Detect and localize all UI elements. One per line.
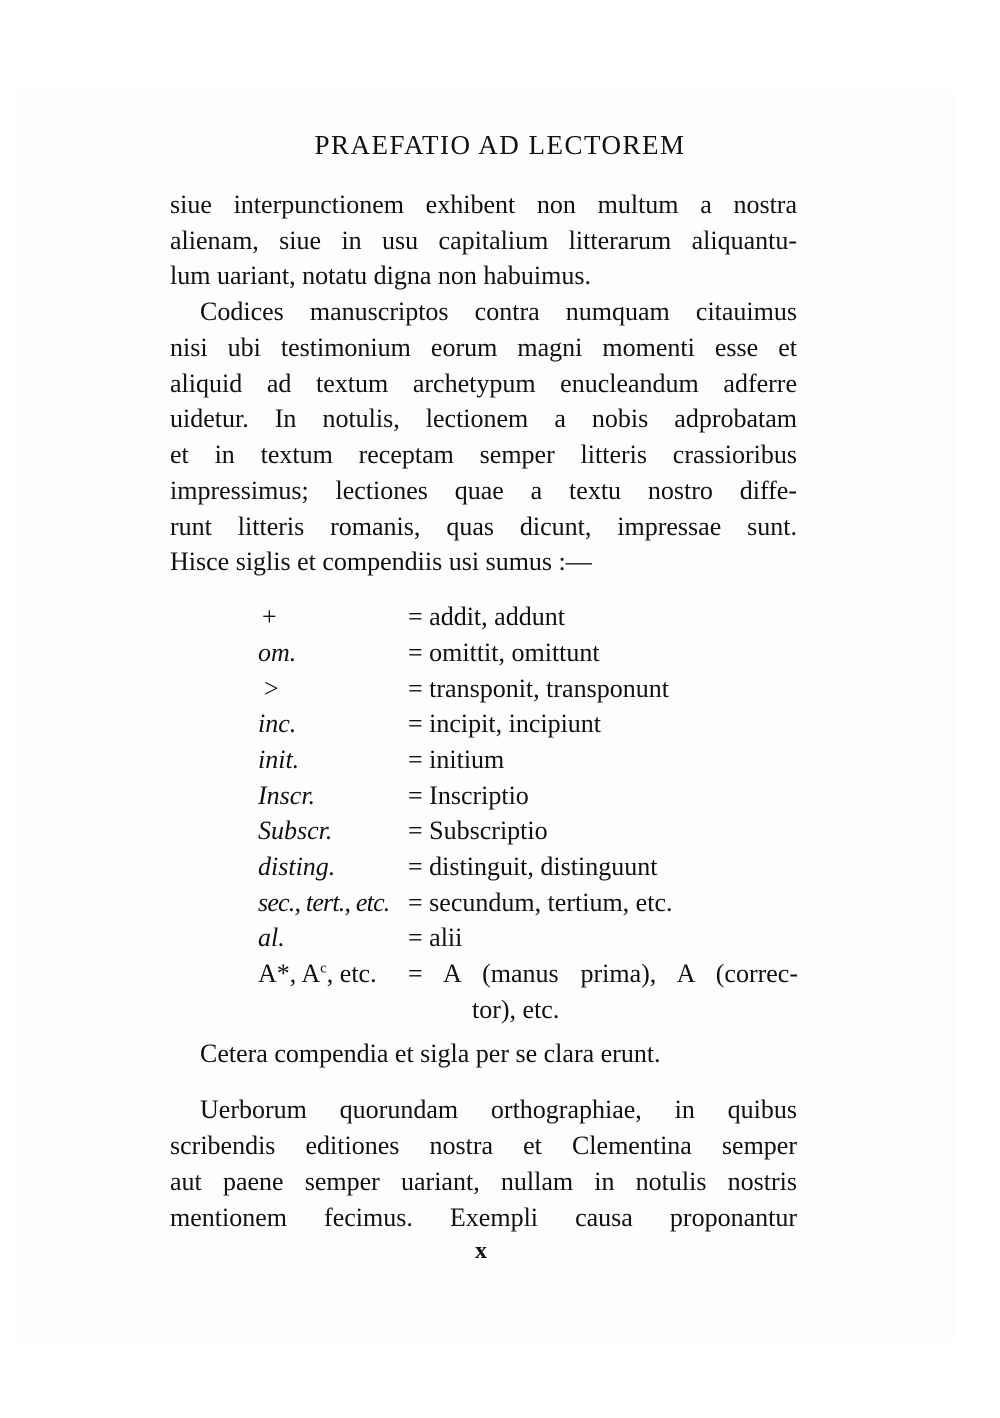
text-line: mentionem fecimus. Exempli causa proponantur <box>170 1203 797 1232</box>
text-line: Uerborum quorundam orthographiae, in quibus <box>200 1095 797 1124</box>
text-line: impressimus; lectiones quae a textu nostro diffe- <box>170 476 797 505</box>
siglum: Inscr. <box>258 781 316 810</box>
siglum: sec., tert., etc. <box>258 888 390 917</box>
siglum-meaning: = alii <box>408 923 463 952</box>
siglum: > <box>264 674 279 703</box>
siglum: al. <box>258 923 285 952</box>
sigla-row <box>258 956 798 992</box>
text-line: uidetur. In notulis, lectionem a nobis adprobatam <box>170 404 797 433</box>
text-line: aliquid ad textum archetypum enucleandum adferre <box>170 369 797 398</box>
siglum: om. <box>258 638 297 667</box>
text-line: alienam, siue in usu capitalium litterarum aliquantu- <box>170 226 797 255</box>
text-line: lum uariant, notatu digna non habuimus. <box>170 261 591 290</box>
siglum: disting. <box>258 852 336 881</box>
siglum <box>258 956 377 992</box>
text-line: Cetera compendia et sigla per se clara erunt. <box>200 1039 661 1068</box>
text-line: siue interpunctionem exhibent non multum a nostra <box>170 190 797 219</box>
siglum-meaning: = omittit, omittunt <box>408 638 600 667</box>
siglum-meaning: = initium <box>408 745 505 774</box>
text-line: Hisce siglis et compendiis usi sumus :— <box>170 547 592 576</box>
text-line: aut paene semper uariant, nullam in notulis nostris <box>170 1167 797 1196</box>
text-line: runt litteris romanis, quas dicunt, impressae sunt. <box>170 512 797 541</box>
siglum-meaning: = secundum, tertium, etc. <box>408 888 673 917</box>
siglum-meaning: = Inscriptio <box>408 781 529 810</box>
text-line: nisi ubi testimonium eorum magni momenti esse et <box>170 333 797 362</box>
sigla-row-continuation: tor), etc. <box>472 995 560 1024</box>
siglum: inc. <box>258 709 297 738</box>
siglum-meaning: = transponit, transponunt <box>408 674 669 703</box>
siglum-part: , etc. <box>326 959 377 988</box>
siglum-meaning: = addit, addunt <box>408 602 565 631</box>
siglum-meaning: = incipit, incipiunt <box>408 709 602 738</box>
text-line: scribendis editiones nostra et Clementina semper <box>170 1131 797 1160</box>
siglum: Subscr. <box>258 816 333 845</box>
siglum-superscript: c <box>320 960 327 977</box>
siglum: init. <box>258 745 300 774</box>
text-line: Codices manuscriptos contra numquam citauimus <box>200 297 797 326</box>
siglum-meaning: = Subscriptio <box>408 816 548 845</box>
siglum: + <box>262 602 277 631</box>
text-line: et in textum receptam semper litteris crassioribus <box>170 440 797 469</box>
running-head: PRAEFATIO AD LECTOREM <box>314 130 686 160</box>
siglum-part: A*, A <box>258 959 321 988</box>
siglum-meaning: = A (manus prima), A (correc- <box>408 959 798 988</box>
page-number: x <box>475 1238 487 1264</box>
siglum-meaning: = distinguit, distinguunt <box>408 852 658 881</box>
